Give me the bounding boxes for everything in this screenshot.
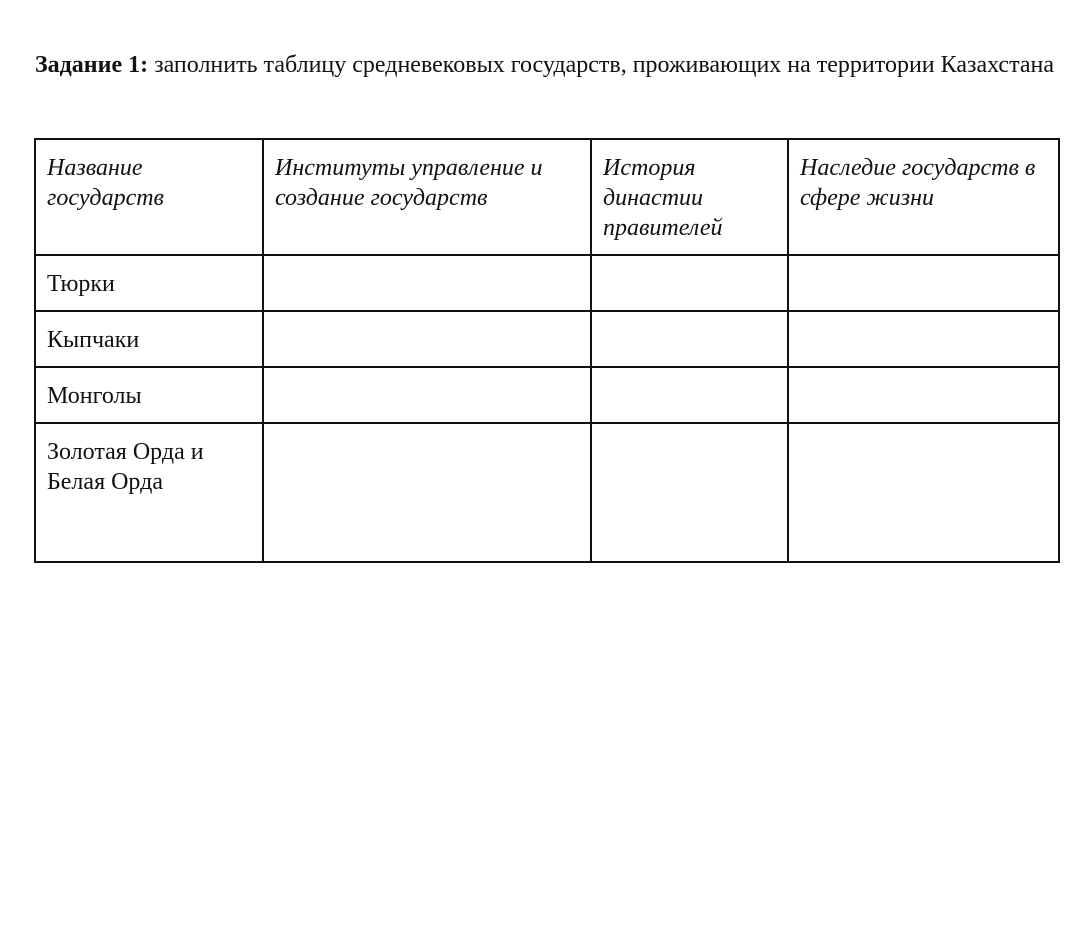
header-state-legacy: Наследие государств в сфере жизни — [788, 139, 1059, 255]
table-cell-empty[interactable] — [788, 423, 1059, 562]
header-dynasty-history: История династии правителей — [591, 139, 788, 255]
table-row — [35, 367, 1059, 423]
table-cell-empty[interactable] — [788, 367, 1059, 423]
table-cell-empty[interactable] — [263, 423, 591, 562]
states-table — [34, 138, 1060, 563]
row-state-name: Золотая Орда и Белая Орда — [35, 423, 263, 562]
table-header-row — [35, 139, 1059, 255]
table-cell-empty[interactable] — [591, 423, 788, 562]
table-cell-empty[interactable] — [788, 311, 1059, 367]
table-cell-empty[interactable] — [788, 255, 1059, 311]
table-cell-empty[interactable] — [591, 255, 788, 311]
task-label: Задание 1: — [35, 52, 149, 78]
table-cell-empty[interactable] — [263, 367, 591, 423]
table-cell-empty[interactable] — [591, 311, 788, 367]
table-cell-empty[interactable] — [263, 311, 591, 367]
header-governance-institutions: Институты управление и создание государств — [263, 139, 591, 255]
row-state-name: Монголы — [35, 367, 263, 423]
table-row — [35, 255, 1059, 311]
table-row — [35, 311, 1059, 367]
table-cell-empty[interactable] — [591, 367, 788, 423]
task-instruction — [35, 50, 1065, 81]
row-state-name: Тюрки — [35, 255, 263, 311]
table-row — [35, 423, 1059, 562]
table-cell-empty[interactable] — [263, 255, 591, 311]
row-state-name: Кыпчаки — [35, 311, 263, 367]
header-state-name: Название государств — [35, 139, 263, 255]
task-text: заполнить таблицу средневековых государств, проживающих на территории Казахстана — [148, 52, 1055, 78]
